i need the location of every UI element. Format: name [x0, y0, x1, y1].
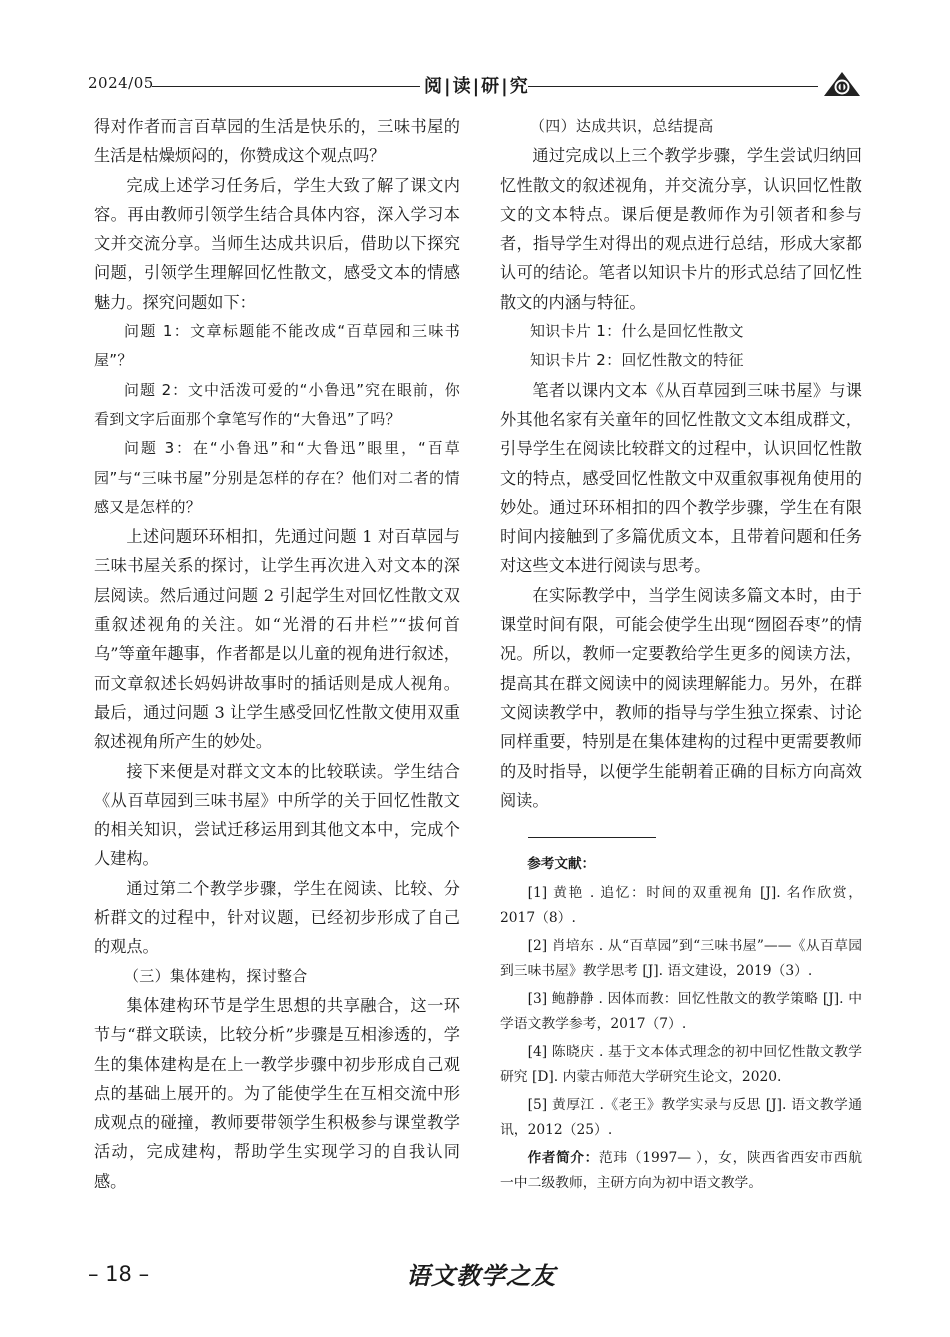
right-column-subheading: 知识卡片 1：什么是回忆性散文 [530, 322, 744, 341]
left-column-subheading: 问题 2：文中活泼可爱的“小鲁迅”究在眼前，你看到文字后面那个拿笔写作的“大鲁迅”了吗？ [94, 380, 460, 428]
reference-item: [3] 鲍静静 . 因体而教：回忆性散文的教学策略 [J]. 中学语文教学参考，2017（7）. [500, 990, 862, 1033]
references-list [500, 881, 862, 1144]
right-column [500, 112, 862, 1199]
left-column [94, 112, 460, 1196]
references-heading: 参考文献： [527, 856, 596, 873]
reference-item: [5] 黄厚江 .《老王》教学实录与反思 [J]. 语文教学通讯，2012（25）. [500, 1096, 862, 1139]
right-column-subheading: 知识卡片 2：回忆性散文的特征 [530, 351, 744, 370]
reference-item: [4] 陈晓庆 . 基于文本体式理念的初中回忆性散文教学研究 [D]. 内蒙古师范大学研究生论文，2020. [500, 1043, 862, 1086]
left-column-paragraph: 得对作者而言百草园的生活是快乐的，三味书屋的生活是枯燥烦闷的，你赞成这个观点吗？ [94, 117, 460, 166]
left-column-paragraph: 上述问题环环相扣，先通过问题 1 对百草园与三味书屋关系的探讨，让学生再次进入对文本的深层阅读。然后通过问题 2 引起学生对回忆性散文双重叙述视角的关注。如“光滑的石井栏”“拔何首乌”等童年趣事，作者都是以儿童的视角进行叙述，而文章叙述长妈妈讲故事时的插话则是成人视角。最后，通过问题 3 让学生感受回忆性散文使用双重叙述视角所产生的妙处。 [94, 527, 460, 752]
reference-item: [2] 肖培东 . 从“百草园”到“三味书屋”——《从百草园到三味书屋》教学思考 [J]. 语文建设，2019（3）. [500, 937, 862, 980]
journal-emblem-icon [822, 70, 862, 98]
left-column-paragraph: 集体建构环节是学生思想的共享融合，这一环节与“群文联读，比较分析”步骤是互相渗透的，学生的集体建构是在上一教学步骤中初步形成自己观点的基础上展开的。为了能使学生在互相交流中形成观点的碰撞，教师要带领学生积极参与课堂教学活动，完成建构，帮助学生实现学习的自我认同感。 [94, 995, 460, 1191]
right-column-body [500, 112, 862, 815]
left-column-paragraph: 完成上述学习任务后，学生大致了解了课文内容。再由教师引领学生结合具体内容，深入学习本文并交流分享。当师生达成共识后，借助以下探究问题，引领学生理解回忆性散文，感受文本的情感魅力。探究问题如下： [94, 175, 460, 312]
journal-name: 语文教学之友 [406, 1261, 556, 1290]
header-rule-left [152, 86, 420, 87]
left-column-paragraph: 接下来便是对群文文本的比较联读。学生结合《从百草园到三味书屋》中所学的关于回忆性散文的相关知识，尝试迁移运用到其他文本中，完成个人建构。 [94, 761, 460, 869]
page-number: – 18 – [88, 1262, 150, 1286]
right-column-subheading: （四）达成共识，总结提高 [530, 117, 714, 135]
references-rule [528, 837, 656, 838]
header-rule-right [528, 86, 818, 87]
reference-item: [1] 黄艳 . 追忆：时间的双重视角 [J]. 名作欣赏，2017（8）. [500, 884, 862, 927]
right-column-paragraph: 笔者以课内文本《从百草园到三味书屋》与课外其他名家有关童年的回忆性散文文本组成群文，引导学生在阅读比较群文的过程中，认识回忆性散文的特点，感受回忆性散文中双重叙事视角使用的妙处。通过环环相扣的四个教学步骤，学生在有限时间内接触到了多篇优质文本，且带着问题和任务对这些文本进行阅读与思考。 [500, 380, 862, 576]
right-column-paragraph: 通过完成以上三个教学步骤，学生尝试归纳回忆性散文的叙述视角，并交流分享，认识回忆性散文的文本特点。课后便是教师作为引领者和参与者，指导学生对得出的观点进行总结，形成大家都认可的结论。笔者以知识卡片的形式总结了回忆性散文的内涵与特征。 [500, 146, 862, 312]
header-section-title: 阅|读|研|究 [424, 76, 530, 97]
left-column-subheading: 问题 3：在“小鲁迅”和“大鲁迅”眼里，“百草园”与“三味书屋”分别是怎样的存在？他们对二者的情感又是怎样的？ [94, 439, 460, 516]
left-column-subheading: （三）集体建构，探讨整合 [124, 966, 308, 985]
header-date: 2024/05 [88, 74, 154, 92]
author-bio-text: 范玮（1997— ），女，陕西省西安市西航一中二级教师，主研方向为初中语文教学。 [500, 1149, 862, 1192]
author-bio-label: 作者简介： [527, 1149, 599, 1166]
right-column-paragraph: 在实际教学中，当学生阅读多篇文本时，由于课堂时间有限，可能会使学生出现“囫囵吞枣”的情况。所以，教师一定要教给学生更多的阅读方法，提高其在群文阅读中的阅读理解能力。另外，在群文阅读教学中，教师的指导与学生独立探索、讨论同样重要，特别是在集体建构的过程中更需要教师的及时指导，以便学生能朝着正确的目标方向高效阅读。 [500, 585, 862, 810]
author-bio [500, 1146, 862, 1197]
left-column-subheading: 问题 1：文章标题能不能改成“百草园和三味书屋”？ [94, 322, 460, 370]
left-column-paragraph: 通过第二个教学步骤，学生在阅读、比较、分析群文的过程中，针对议题，已经初步形成了自己的观点。 [94, 878, 460, 957]
references [500, 852, 862, 1197]
